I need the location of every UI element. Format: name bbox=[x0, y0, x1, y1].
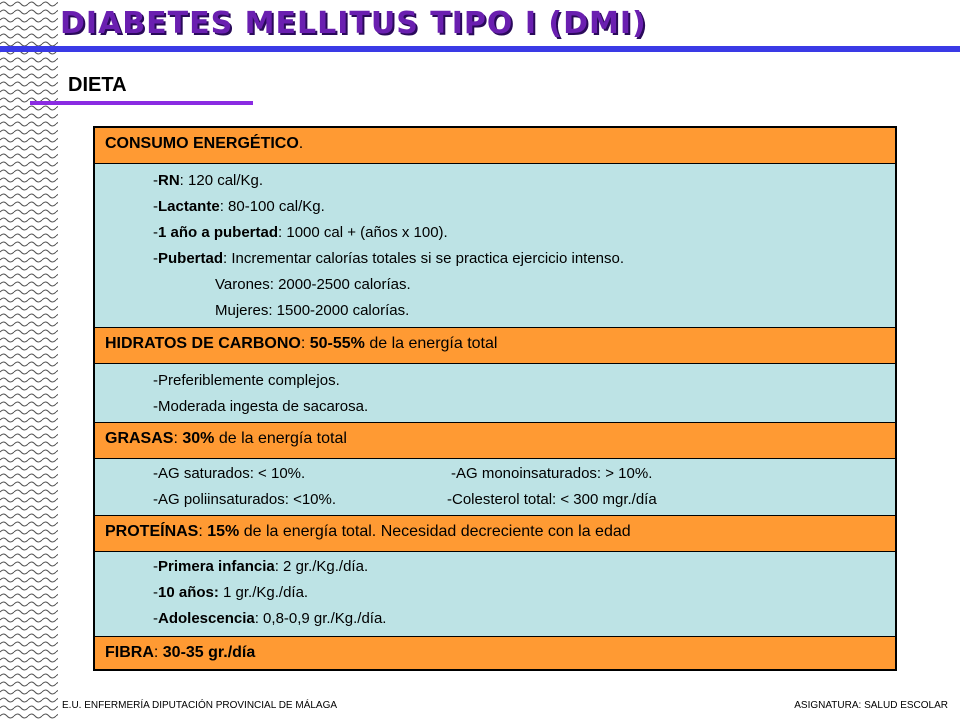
title-divider bbox=[0, 46, 960, 52]
list-item: -10 años: 1 gr./Kg./día. bbox=[153, 584, 309, 601]
footer-subject: ASIGNATURA: SALUD ESCOLAR bbox=[794, 700, 948, 711]
section-subtitle: DIETA bbox=[68, 74, 127, 96]
list-item: -1 año a pubertad: 1000 cal + (años x 100). bbox=[153, 224, 448, 241]
diet-table bbox=[93, 126, 897, 671]
fiber-header: FIBRA: 30-35 gr./día bbox=[95, 637, 895, 671]
list-item: -Pubertad: Incrementar calorías totales si se practica ejercicio intenso. bbox=[153, 250, 625, 267]
fats-header: GRASAS: 30% de la energía total bbox=[95, 423, 895, 459]
proteins-header: PROTEÍNAS: 15% de la energía total. Necesidad decreciente con la edad bbox=[95, 516, 895, 552]
fats-body bbox=[95, 459, 895, 516]
page-title: DIABETES MELLITUS TIPO I (DMI) bbox=[60, 6, 647, 41]
list-item: -AG poliinsaturados: <10%. bbox=[153, 491, 337, 508]
proteins-body bbox=[95, 552, 895, 637]
list-item: -Preferiblemente complejos. bbox=[153, 372, 340, 389]
list-item: -Colesterol total: < 300 mgr./día bbox=[447, 491, 657, 508]
list-item: -RN: 120 cal/Kg. bbox=[153, 172, 264, 189]
subtitle-underline bbox=[30, 101, 253, 105]
footer-institution: E.U. ENFERMERÍA DIPUTACIÓN PROVINCIAL DE MÁLAGA bbox=[62, 700, 338, 711]
list-item: -Moderada ingesta de sacarosa. bbox=[153, 398, 369, 415]
list-item: -Lactante: 80-100 cal/Kg. bbox=[153, 198, 325, 215]
list-item: -AG monoinsaturados: > 10%. bbox=[451, 465, 653, 482]
decorative-pattern bbox=[0, 0, 58, 720]
carbs-header: HIDRATOS DE CARBONO: 50-55% de la energía total bbox=[95, 328, 895, 364]
list-item: Mujeres: 1500-2000 calorías. bbox=[215, 302, 410, 319]
list-item: -Adolescencia: 0,8-0,9 gr./Kg./día. bbox=[153, 610, 387, 627]
energy-body bbox=[95, 164, 895, 328]
list-item: Varones: 2000-2500 calorías. bbox=[215, 276, 411, 293]
list-item: -Primera infancia: 2 gr./Kg./día. bbox=[153, 558, 369, 575]
carbs-body bbox=[95, 364, 895, 423]
list-item: -AG saturados: < 10%. bbox=[153, 465, 306, 482]
energy-header: CONSUMO ENERGÉTICO. bbox=[95, 128, 895, 164]
energy-header-label: CONSUMO ENERGÉTICO bbox=[105, 135, 299, 152]
